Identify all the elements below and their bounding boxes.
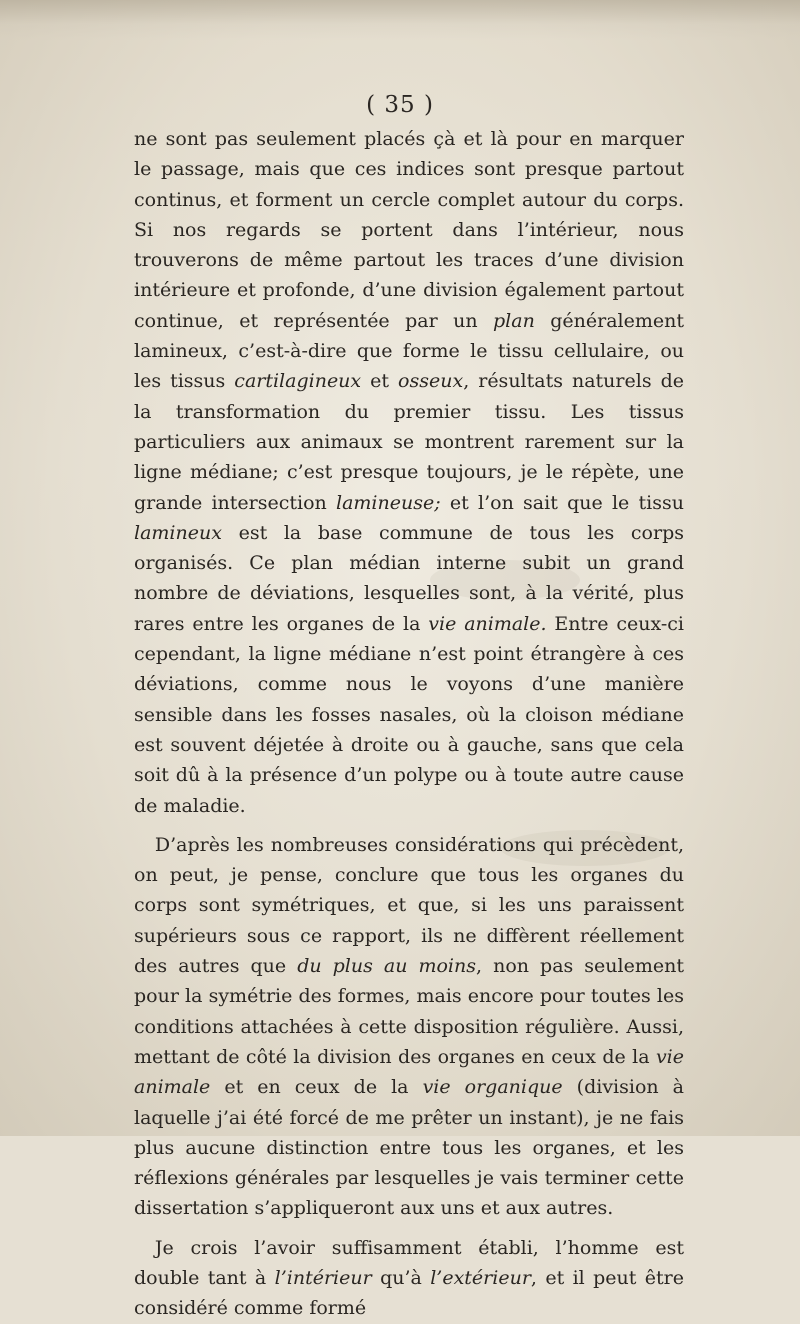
paragraph bbox=[134, 124, 684, 821]
text-run: , résultats naturels de la transformation du premier tissu. Les tissus particuliers aux animaux se montrent rarement sur la ligne médiane; c’est presque toujours, je le répète, une grande intersection bbox=[134, 370, 684, 514]
italic-phrase: plan bbox=[493, 309, 535, 332]
text-run: et l’on sait que le tissu bbox=[440, 491, 684, 514]
italic-phrase: osseux bbox=[398, 370, 464, 393]
italic-phrase: l’intérieur bbox=[274, 1266, 372, 1289]
italic-phrase: lamineux bbox=[134, 521, 222, 544]
text-run: , et il peut être considéré comme formé bbox=[134, 1266, 684, 1320]
text-run: D’après les nombreuses considérations qui précèdent, on peut, je pense, conclure que tous les organes du corps sont symétriques, et que, si les uns paraissent supérieurs sous ce rapport, ils ne diffèrent réellement des autres que bbox=[134, 833, 684, 978]
italic-phrase: vie animale. bbox=[428, 612, 547, 635]
italic-phrase: l’extérieur bbox=[430, 1266, 531, 1289]
text-run: ne sont pas seulement placés çà et là pour en marquer le passage, mais que ces indices sont presque partout continus, et forment un cercle complet autour du corps. Si nos regards se portent dans l’intérieur, nous trouverons de même partout les traces d’une division intérieure et profonde, d’une division également partout continue, et représentée par un bbox=[134, 128, 684, 332]
paragraph bbox=[134, 1233, 684, 1324]
text-run: généralement lamineux, c’est-à-dire que forme le tissu cellulaire, ou les tissus bbox=[134, 309, 684, 393]
italic-phrase: vie organique bbox=[422, 1076, 563, 1099]
page-top-shadow bbox=[0, 0, 800, 40]
text-run: (division à laquelle j’ai été forcé de me prêter un instant), je ne fais plus aucune distinction entre tous les organes, et les réflexions générales par lesquelles je vais terminer cette dissertation s’appliqueront aux uns et aux autres. bbox=[134, 1076, 684, 1220]
text-run: et en ceux de la bbox=[210, 1076, 423, 1099]
italic-phrase: vie animale bbox=[134, 1045, 684, 1099]
text-run: Entre ceux-ci cependant, la ligne médiane n’est point étrangère à ces déviations, comme nous le voyons d’une manière sensible dans les fosses nasales, où la cloison médiane est souvent déjetée à droite ou à gauche, sans que cela soit dû à la présence d’un polype ou à toute autre cause de maladie. bbox=[134, 612, 684, 817]
italic-phrase: du plus au moins bbox=[297, 955, 477, 978]
text-run: est la base commune de tous les corps organisés. Ce plan médian interne subit un grand nombre de déviations, lesquelles sont, à la vérité, plus rares entre les organes de la bbox=[134, 521, 684, 635]
text-run: qu’à bbox=[371, 1266, 431, 1289]
text-run: et bbox=[361, 370, 399, 393]
text-run: , non pas seulement pour la symétrie des formes, mais encore pour toutes les conditions attachées à cette disposition régulière. Aussi, mettant de côté la division des organes en ceux de la bbox=[134, 955, 684, 1068]
body-text bbox=[134, 124, 684, 1324]
page-number: ( 35 ) bbox=[366, 92, 434, 118]
italic-phrase: cartilagineux bbox=[234, 370, 362, 393]
paragraph bbox=[134, 830, 684, 1224]
italic-phrase: lamineuse; bbox=[336, 491, 441, 514]
text-run: Je crois l’avoir suffisamment établi, l’homme est double tant à bbox=[134, 1236, 684, 1289]
